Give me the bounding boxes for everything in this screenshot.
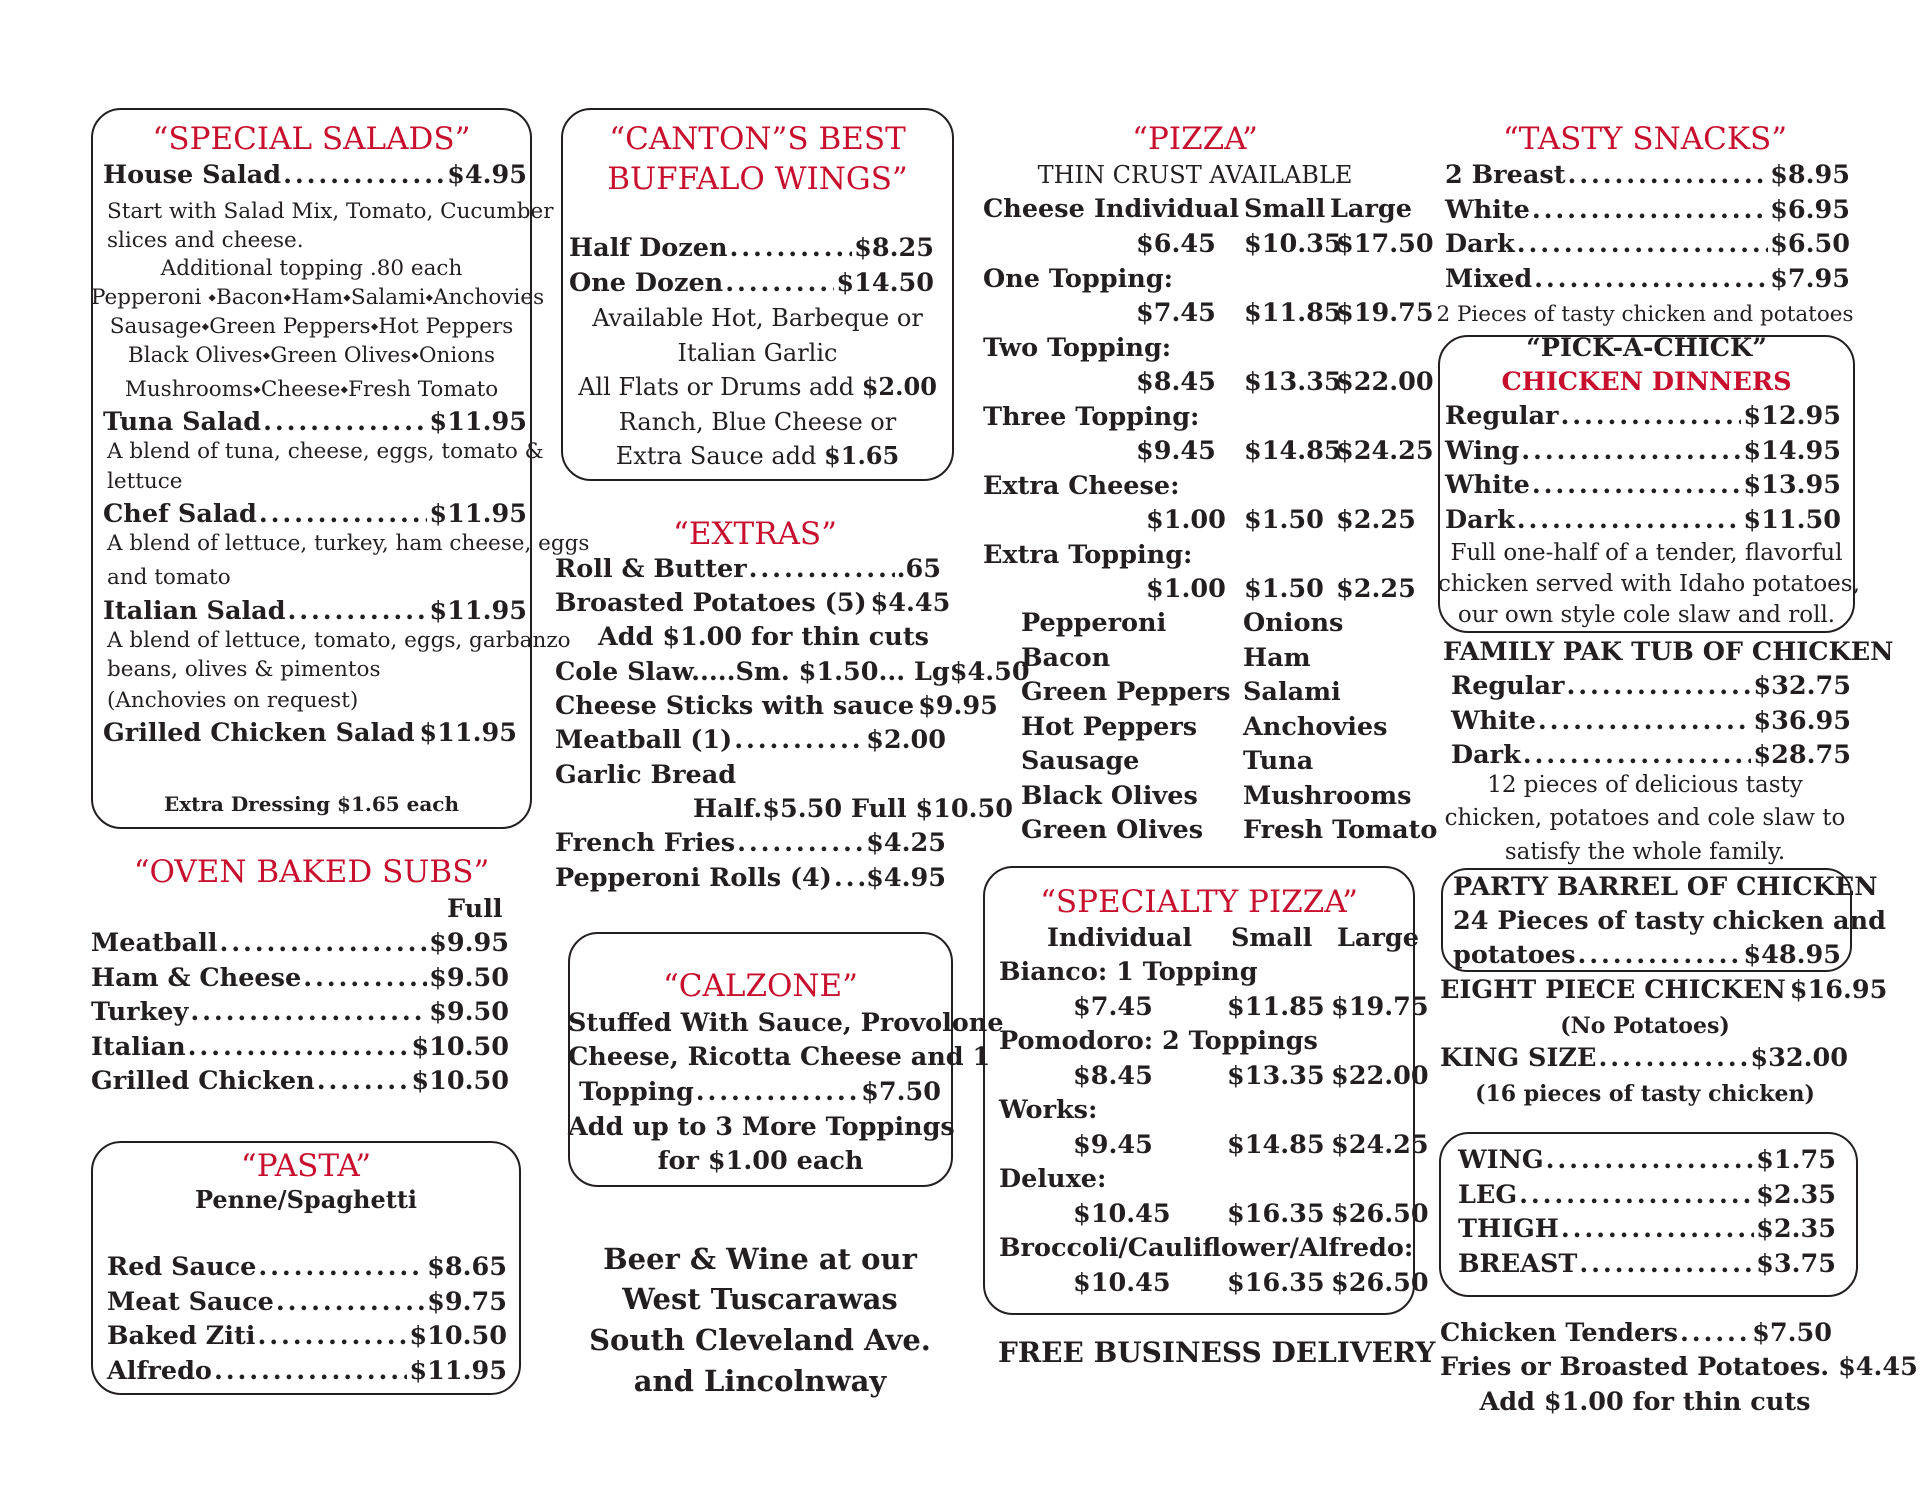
item-name: potatoes bbox=[1453, 940, 1576, 970]
specialty-col-header: Individual bbox=[1047, 923, 1193, 953]
pizza-price: $13.35 bbox=[1244, 367, 1342, 397]
item-name: WING bbox=[1458, 1145, 1544, 1175]
snack-row bbox=[1445, 194, 1850, 225]
item-price: $2.35 bbox=[1756, 1214, 1836, 1244]
calzone-desc: Stuffed With Sauce, Provolone bbox=[568, 1008, 1004, 1038]
pizza-row-label: Extra Cheese: bbox=[983, 470, 1180, 501]
pasta-row bbox=[107, 1355, 507, 1386]
pick-desc: our own style cole slaw and roll. bbox=[1457, 602, 1836, 628]
extra-sauce-price: $1.65 bbox=[824, 441, 900, 470]
specialty-price: $22.00 bbox=[1331, 1060, 1429, 1091]
item-price: $36.95 bbox=[1753, 705, 1851, 736]
pick-desc: chicken served with Idaho potatoes, bbox=[1438, 571, 1860, 597]
no-potatoes-note: (No Potatoes) bbox=[1560, 1013, 1730, 1039]
calzone-desc: Cheese, Ricotta Cheese and 1 bbox=[568, 1042, 991, 1072]
family-row bbox=[1451, 671, 1851, 701]
item-name: Pepperoni Rolls (4) bbox=[555, 863, 832, 893]
pizza-row-label: Two Topping: bbox=[983, 332, 1172, 363]
item-name: THIGH bbox=[1458, 1214, 1559, 1244]
specialty-price: $16.35 bbox=[1227, 1198, 1325, 1229]
specialty-row-label: Broccoli/Cauliflower/Alfredo: bbox=[999, 1233, 1414, 1263]
pizza-price: $22.00 bbox=[1336, 367, 1434, 397]
item-price: $4.45 bbox=[870, 588, 951, 618]
item-name: Broasted Potatoes (5) bbox=[555, 588, 867, 618]
pepperoni-rolls-row bbox=[555, 863, 946, 893]
specialty-price: $14.85 bbox=[1227, 1129, 1325, 1160]
chef-salad-desc: and tomato bbox=[107, 565, 231, 590]
pizza-price: $2.25 bbox=[1336, 574, 1416, 604]
pizza-topping: Anchovies bbox=[1243, 711, 1388, 742]
pizza-price: $10.35 bbox=[1244, 229, 1342, 259]
sub-row bbox=[91, 928, 509, 958]
item-price: $2.35 bbox=[1756, 1179, 1836, 1210]
extra-sauce-text: Extra Sauce add bbox=[615, 442, 817, 470]
pizza-price: $1.00 bbox=[1146, 505, 1226, 535]
item-name: Topping bbox=[579, 1077, 694, 1107]
item-price: $9.75 bbox=[427, 1286, 507, 1317]
item-name: Cheese Sticks with sauce bbox=[555, 691, 915, 721]
pasta-title: “PASTA” bbox=[240, 1148, 372, 1184]
pizza-topping: Black Olives bbox=[1021, 780, 1198, 811]
item-price: $6.50 bbox=[1770, 229, 1850, 259]
specialty-price: $26.50 bbox=[1331, 1198, 1429, 1229]
free-delivery: FREE BUSINESS DELIVERY bbox=[998, 1336, 1436, 1369]
calzone-desc: Add up to 3 More Toppings bbox=[568, 1112, 955, 1142]
family-desc: 12 pieces of delicious tasty bbox=[1487, 772, 1803, 798]
wings-note: Italian Garlic bbox=[677, 339, 838, 367]
pizza-price: $14.85 bbox=[1244, 436, 1342, 466]
house-salad-row bbox=[103, 160, 527, 190]
item-price: $12.95 bbox=[1743, 401, 1841, 431]
family-desc: satisfy the whole family. bbox=[1504, 839, 1786, 865]
pizza-title: “PIZZA” bbox=[1132, 121, 1258, 157]
pasta-row bbox=[107, 1286, 507, 1317]
item-price: $32.00 bbox=[1750, 1043, 1848, 1073]
pizza-topping: Mushrooms bbox=[1243, 780, 1412, 811]
pizza-price: $1.50 bbox=[1244, 574, 1324, 604]
italian-salad-row bbox=[103, 596, 527, 626]
item-name: White bbox=[1451, 705, 1536, 736]
grilled-chicken-salad-row bbox=[103, 718, 517, 748]
item-name: Chicken Tenders bbox=[1440, 1318, 1679, 1348]
item-name: Italian bbox=[91, 1031, 186, 1062]
item-name: Chef Salad bbox=[103, 499, 257, 529]
pizza-topping: Ham bbox=[1243, 642, 1311, 673]
party-barrel-row bbox=[1453, 940, 1841, 970]
item-price: $9.50 bbox=[429, 962, 509, 993]
item-price: $2.00 bbox=[866, 725, 946, 755]
piece-row bbox=[1458, 1214, 1836, 1244]
wings-title: BUFFALO WINGS” bbox=[607, 161, 908, 197]
tuna-salad-row bbox=[103, 407, 527, 437]
item-price: $6.95 bbox=[1770, 194, 1850, 225]
snack-row bbox=[1445, 229, 1850, 259]
roll-butter-row bbox=[555, 554, 941, 584]
calzone-title: “CALZONE” bbox=[662, 968, 859, 1004]
item-name: Meat Sauce bbox=[107, 1286, 274, 1317]
pizza-row-label: Extra Topping: bbox=[983, 539, 1193, 570]
pizza-price: $1.50 bbox=[1244, 505, 1324, 535]
sub-row bbox=[91, 962, 509, 993]
item-name: Meatball bbox=[91, 928, 218, 958]
ranch-note: Ranch, Blue Cheese or bbox=[618, 408, 897, 436]
pizza-topping: Pepperoni bbox=[1021, 608, 1167, 638]
item-name: House Salad bbox=[103, 160, 282, 190]
pizza-row-label: Three Topping: bbox=[983, 401, 1200, 432]
cole-slaw-row: Cole Slaw.....Sm. $1.50... Lg$4.50 bbox=[555, 657, 1030, 687]
pizza-price: $2.25 bbox=[1336, 505, 1416, 535]
item-price: $11.95 bbox=[429, 407, 527, 437]
specialty-price: $7.45 bbox=[1073, 991, 1153, 1022]
item-name: One Dozen bbox=[569, 267, 724, 298]
pizza-topping: Bacon bbox=[1021, 642, 1111, 673]
flats-drums-note bbox=[561, 372, 954, 401]
item-name: LEG bbox=[1458, 1179, 1518, 1210]
calzone-desc: for $1.00 each bbox=[657, 1146, 864, 1176]
garlic-bread-prices: Half.$5.50 Full $10.50 bbox=[693, 794, 1014, 824]
pizza-topping: Green Olives bbox=[1021, 815, 1204, 845]
pizza-col-header: Cheese bbox=[983, 194, 1085, 224]
pizza-price: $9.45 bbox=[1136, 436, 1216, 466]
item-price: $11.95 bbox=[429, 499, 527, 529]
item-price: $9.50 bbox=[429, 997, 509, 1027]
extra-dressing: Extra Dressing $1.65 each bbox=[163, 792, 460, 816]
meatball-row bbox=[555, 725, 946, 755]
item-price: $1.75 bbox=[1756, 1145, 1836, 1175]
special-salads-title: “SPECIAL SALADS” bbox=[152, 121, 471, 157]
fries-broasted-row: Fries or Broasted Potatoes. $4.45 bbox=[1440, 1352, 1918, 1382]
item-price: $10.50 bbox=[411, 1031, 509, 1062]
pasta-subtitle: Penne/Spaghetti bbox=[194, 1185, 418, 1214]
item-price: $8.25 bbox=[854, 233, 934, 263]
item-name: BREAST bbox=[1458, 1248, 1578, 1279]
item-name: Red Sauce bbox=[107, 1252, 257, 1282]
pizza-row-label: One Topping: bbox=[983, 263, 1174, 294]
specialty-price: $11.85 bbox=[1227, 991, 1325, 1022]
beer-wine-note: Beer & Wine at our bbox=[603, 1242, 917, 1276]
specialty-price: $10.45 bbox=[1073, 1198, 1171, 1229]
item-price: $10.50 bbox=[409, 1321, 507, 1351]
item-name: Mixed bbox=[1445, 263, 1533, 294]
item-price: $9.95 bbox=[429, 928, 509, 958]
item-price: $11.95 bbox=[419, 718, 517, 748]
pizza-topping: Hot Peppers bbox=[1021, 711, 1198, 742]
specialty-col-header: Small bbox=[1231, 923, 1313, 953]
extras-title: “EXTRAS” bbox=[672, 516, 838, 552]
item-price: $4.25 bbox=[866, 828, 946, 858]
item-price: $14.50 bbox=[836, 267, 934, 298]
item-price: $3.75 bbox=[1756, 1248, 1836, 1279]
tenders-thin-cuts: Add $1.00 for thin cuts bbox=[1479, 1387, 1811, 1417]
item-name: Dark bbox=[1445, 504, 1515, 535]
italian-salad-desc: A blend of lettuce, tomato, eggs, garbanzo bbox=[107, 628, 571, 653]
thin-cuts-note: Add $1.00 for thin cuts bbox=[598, 622, 929, 652]
king-size-row bbox=[1440, 1043, 1848, 1073]
specialty-pizza-title: “SPECIALTY PIZZA” bbox=[1040, 884, 1358, 920]
specialty-price: $16.35 bbox=[1227, 1267, 1325, 1298]
salad-toppings: Sausage⬩Green Peppers⬩Hot Peppers bbox=[109, 314, 514, 339]
piece-row bbox=[1458, 1179, 1836, 1210]
item-price: $14.95 bbox=[1743, 435, 1841, 466]
sub-row bbox=[91, 1066, 509, 1096]
pasta-row bbox=[107, 1321, 507, 1351]
thin-crust-note: THIN CRUST AVAILABLE bbox=[1037, 161, 1353, 189]
beer-wine-note: West Tuscarawas bbox=[622, 1282, 898, 1316]
pizza-topping: Sausage bbox=[1021, 746, 1140, 776]
specialty-row-label: Deluxe: bbox=[999, 1164, 1107, 1194]
specialty-price: $10.45 bbox=[1073, 1267, 1171, 1298]
italian-salad-desc: beans, olives & pimentos bbox=[107, 657, 381, 682]
item-price: $28.75 bbox=[1753, 740, 1851, 770]
pizza-topping: Salami bbox=[1243, 677, 1341, 707]
sub-row bbox=[91, 1031, 509, 1062]
item-name: Alfredo bbox=[107, 1355, 212, 1386]
topping-price: Additional topping .80 each bbox=[160, 256, 463, 281]
item-name: Roll & Butter bbox=[555, 554, 747, 584]
wing-row bbox=[569, 267, 934, 298]
calzone-topping-row bbox=[579, 1077, 941, 1107]
item-name: EIGHT PIECE CHICKEN bbox=[1440, 975, 1786, 1005]
pizza-price: $19.75 bbox=[1336, 298, 1434, 328]
item-price: $48.95 bbox=[1743, 940, 1841, 970]
pizza-price: $11.85 bbox=[1244, 298, 1342, 328]
item-name: White bbox=[1445, 470, 1530, 500]
specialty-row-label: Works: bbox=[999, 1095, 1098, 1125]
item-name: Ham & Cheese bbox=[91, 962, 302, 993]
party-barrel-title: PARTY BARREL OF CHICKEN bbox=[1453, 872, 1878, 902]
pizza-col-header: Individual bbox=[1094, 194, 1240, 224]
garlic-bread-row: Garlic Bread bbox=[555, 760, 737, 790]
item-price: $8.65 bbox=[427, 1252, 507, 1282]
pick-row bbox=[1445, 470, 1841, 500]
tuna-salad-desc: lettuce bbox=[107, 469, 183, 494]
item-price: $10.50 bbox=[411, 1066, 509, 1096]
item-price: $32.75 bbox=[1753, 671, 1851, 701]
wings-title: “CANTON”S BEST bbox=[609, 121, 906, 157]
specialty-price: $13.35 bbox=[1227, 1060, 1325, 1091]
item-name: Wing bbox=[1445, 435, 1520, 466]
item-name: Dark bbox=[1445, 229, 1515, 259]
item-price: $11.95 bbox=[409, 1355, 507, 1386]
chef-salad-row bbox=[103, 499, 527, 529]
specialty-col-header: Large bbox=[1337, 923, 1419, 953]
item-price: $7.50 bbox=[861, 1077, 941, 1107]
house-salad-desc: slices and cheese. bbox=[107, 228, 304, 253]
item-name: KING SIZE bbox=[1440, 1043, 1597, 1073]
pasta-row bbox=[107, 1252, 507, 1282]
item-price: $7.95 bbox=[1770, 263, 1850, 294]
oven-baked-subs-title: “OVEN BAKED SUBS” bbox=[133, 854, 490, 890]
item-name: Grilled Chicken bbox=[91, 1066, 315, 1096]
tuna-salad-desc: A blend of tuna, cheese, eggs, tomato & bbox=[107, 439, 544, 464]
snack-row bbox=[1445, 160, 1850, 190]
item-name: Dark bbox=[1451, 740, 1521, 770]
specialty-price: $8.45 bbox=[1073, 1060, 1153, 1091]
item-name: Regular bbox=[1451, 671, 1565, 701]
wings-note: Available Hot, Barbeque or bbox=[592, 304, 923, 332]
item-price: $4.95 bbox=[866, 863, 946, 893]
tasty-snacks-title: “TASTY SNACKS” bbox=[1502, 121, 1788, 157]
item-name: Regular bbox=[1445, 401, 1559, 431]
family-row bbox=[1451, 740, 1851, 770]
specialty-row-label: Pomodoro: 2 Toppings bbox=[999, 1026, 1318, 1056]
cheese-sticks-row bbox=[555, 691, 998, 721]
pizza-col-header: Large bbox=[1330, 194, 1412, 224]
pizza-topping: Fresh Tomato bbox=[1243, 815, 1438, 845]
pick-row bbox=[1445, 401, 1841, 431]
specialty-row-label: Bianco: 1 Topping bbox=[999, 957, 1258, 987]
item-name: Italian Salad bbox=[103, 596, 286, 626]
item-price: $4.95 bbox=[447, 160, 527, 190]
pick-a-chick-title: “PICK-A-CHICK” bbox=[1526, 333, 1767, 363]
piece-row bbox=[1458, 1145, 1836, 1175]
item-price: $16.95 bbox=[1789, 975, 1888, 1005]
pick-row bbox=[1445, 504, 1841, 535]
king-size-note: (16 pieces of tasty chicken) bbox=[1475, 1081, 1815, 1107]
family-desc: chicken, potatoes and cole slaw to bbox=[1444, 805, 1846, 831]
item-price: $11.95 bbox=[429, 596, 527, 626]
chicken-dinners-title: CHICKEN DINNERS bbox=[1501, 367, 1792, 397]
pizza-price: $8.45 bbox=[1136, 367, 1216, 397]
chef-salad-desc: A blend of lettuce, turkey, ham cheese, eggs bbox=[107, 531, 590, 556]
family-pak-title: FAMILY PAK TUB OF CHICKEN bbox=[1443, 637, 1894, 667]
pizza-price: $24.25 bbox=[1336, 436, 1434, 466]
pizza-topping: Onions bbox=[1243, 608, 1344, 638]
item-price: $11.50 bbox=[1743, 504, 1841, 535]
item-name: French Fries bbox=[555, 828, 736, 858]
pizza-price: $7.45 bbox=[1136, 298, 1216, 328]
subs-column-header: Full bbox=[447, 894, 503, 924]
snack-row bbox=[1445, 263, 1850, 294]
pizza-price: $1.00 bbox=[1146, 574, 1226, 604]
pick-row bbox=[1445, 435, 1841, 466]
beer-wine-note: South Cleveland Ave. bbox=[589, 1323, 931, 1357]
snacks-note: 2 Pieces of tasty chicken and potatoes bbox=[1436, 302, 1854, 327]
pizza-topping: Green Peppers bbox=[1021, 677, 1231, 707]
flats-price: $2.00 bbox=[861, 372, 937, 401]
item-price: $8.95 bbox=[1770, 160, 1850, 190]
pizza-price: $6.45 bbox=[1136, 229, 1216, 259]
item-price: $7.50 bbox=[1752, 1318, 1832, 1348]
piece-row bbox=[1458, 1248, 1836, 1279]
item-name: Half Dozen bbox=[569, 233, 728, 263]
flats-text: All Flats or Drums add bbox=[578, 373, 855, 401]
party-barrel-desc: 24 Pieces of tasty chicken and bbox=[1453, 906, 1886, 936]
item-price: .65 bbox=[896, 554, 941, 584]
salad-toppings: Mushrooms⬩Cheese⬩Fresh Tomato bbox=[124, 377, 499, 402]
specialty-price: $9.45 bbox=[1073, 1129, 1153, 1160]
item-name: Grilled Chicken Salad bbox=[103, 718, 415, 748]
item-name: Turkey bbox=[91, 997, 189, 1027]
salad-toppings: Pepperoni ⬩Bacon⬩Ham⬩Salami⬩Anchovies bbox=[91, 285, 545, 310]
item-name: Baked Ziti bbox=[107, 1321, 256, 1351]
item-name: Tuna Salad bbox=[103, 407, 262, 437]
item-price: $9.95 bbox=[918, 691, 998, 721]
specialty-price: $19.75 bbox=[1331, 991, 1429, 1022]
item-name: White bbox=[1445, 194, 1530, 225]
item-price: $13.95 bbox=[1743, 470, 1841, 500]
salad-toppings: Black Olives⬩Green Olives⬩Onions bbox=[127, 343, 496, 368]
pick-desc: Full one-half of a tender, flavorful bbox=[1450, 540, 1843, 566]
italian-salad-desc: (Anchovies on request) bbox=[107, 688, 359, 713]
wing-row bbox=[569, 233, 934, 263]
pizza-col-header: Small bbox=[1244, 194, 1326, 224]
eight-piece-row bbox=[1440, 975, 1888, 1005]
item-name: 2 Breast bbox=[1445, 160, 1566, 190]
specialty-price: $26.50 bbox=[1331, 1267, 1429, 1298]
broasted-potatoes-row bbox=[555, 588, 951, 618]
specialty-price: $24.25 bbox=[1331, 1129, 1429, 1160]
family-row bbox=[1451, 705, 1851, 736]
pizza-topping: Tuna bbox=[1243, 746, 1314, 776]
extra-sauce-note bbox=[561, 441, 954, 470]
beer-wine-note: and Lincolnway bbox=[633, 1364, 887, 1398]
pizza-price: $17.50 bbox=[1336, 229, 1434, 259]
chicken-tenders-row bbox=[1440, 1318, 1832, 1348]
house-salad-desc: Start with Salad Mix, Tomato, Cucumber bbox=[107, 199, 554, 224]
item-name: Meatball (1) bbox=[555, 725, 733, 755]
french-fries-row bbox=[555, 828, 946, 858]
sub-row bbox=[91, 997, 509, 1027]
